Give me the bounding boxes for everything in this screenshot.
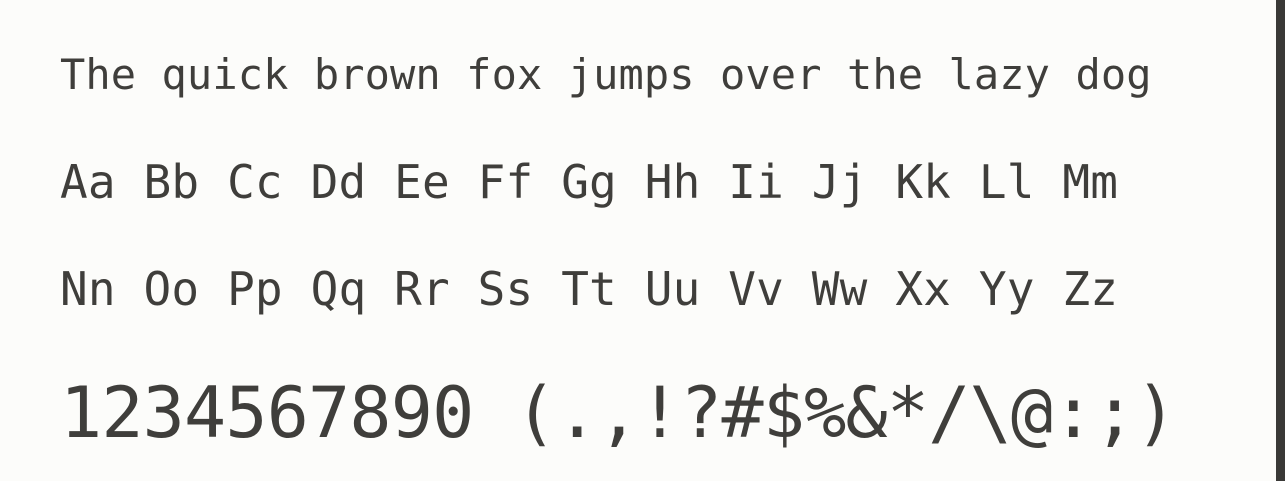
- pangram-line: The quick brown fox jumps over the lazy dog: [60, 50, 1152, 99]
- alphabet-row-1: Aa Bb Cc Dd Ee Ff Gg Hh Ii Jj Kk Ll Mm: [60, 155, 1119, 209]
- alphabet-row-2: Nn Oo Pp Qq Rr Ss Tt Uu Vv Ww Xx Yy Zz: [60, 262, 1119, 316]
- numbers-symbols-line: 1234567890 (.,!?#$%&*/\@:;): [60, 372, 1177, 454]
- right-edge-border: [1276, 0, 1285, 481]
